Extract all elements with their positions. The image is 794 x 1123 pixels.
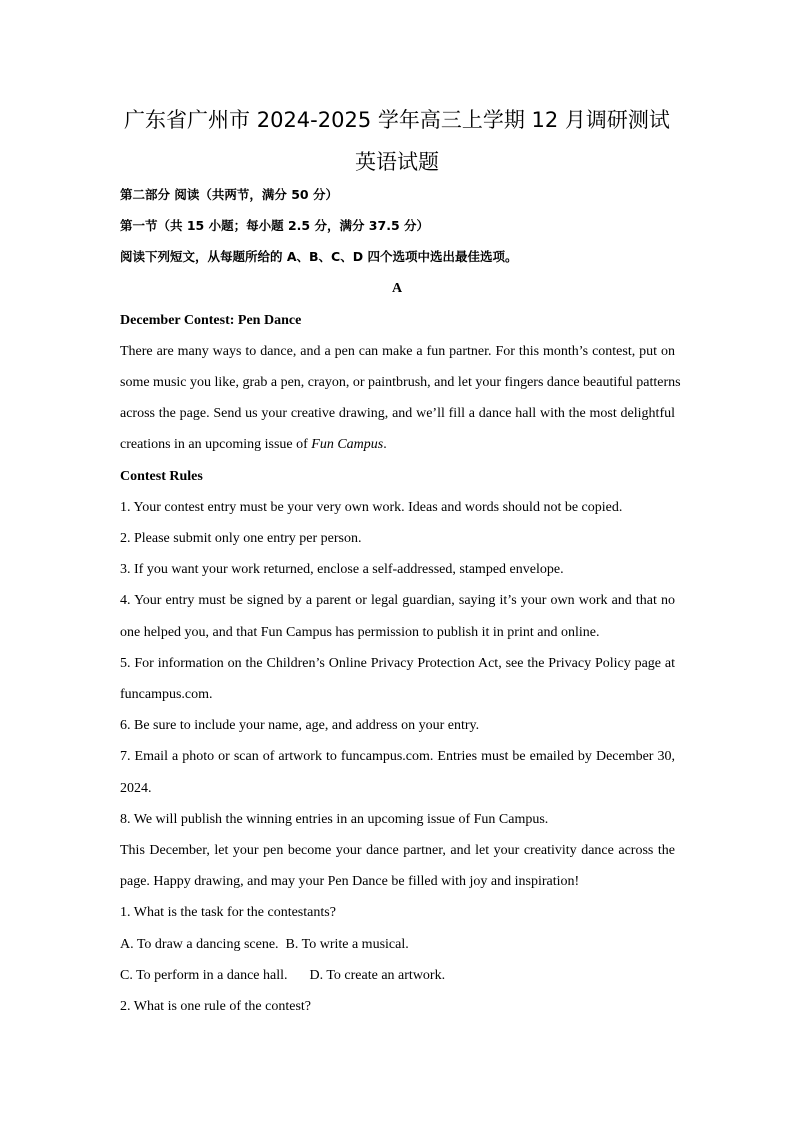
rules-heading: Contest Rules bbox=[120, 469, 203, 484]
intro-line: some music you like, grab a pen, crayon, or paintbrush, and let your fingers dance beautiful patterns bbox=[120, 375, 681, 390]
rule-item: 3. If you want your work returned, enclose a self-addressed, stamped envelope. bbox=[120, 562, 564, 577]
intro-text: creations in an upcoming issue of bbox=[120, 437, 312, 452]
question-2-stem: 2. What is one rule of the contest? bbox=[120, 999, 312, 1014]
intro-end: . bbox=[383, 437, 387, 452]
rule-item: 2. Please submit only one entry per person. bbox=[120, 531, 362, 546]
passage-heading: December Contest: Pen Dance bbox=[120, 313, 302, 328]
closing-line: page. Happy drawing, and may your Pen Dance be filled with joy and inspiration! bbox=[120, 874, 580, 889]
intro-line-last bbox=[120, 435, 675, 455]
subsection-heading: 第一节（共 15 小题；每小题 2.5 分，满分 37.5 分） bbox=[120, 218, 429, 233]
rule-item: 8. We will publish the winning entries in an upcoming issue of Fun Campus. bbox=[120, 812, 549, 827]
intro-line: across the page. Send us your creative drawing, and we’ll fill a dance hall with the most delightful bbox=[120, 406, 675, 421]
option-a[interactable]: A. To draw a dancing scene. bbox=[120, 937, 279, 952]
rule-item: 5. For information on the Children’s Online Privacy Protection Act, see the Privacy Policy page at bbox=[120, 656, 675, 671]
rule-item: 7. Email a photo or scan of artwork to funcampus.com. Entries must be emailed by December 30, bbox=[120, 749, 675, 764]
part-heading: 第二部分 阅读（共两节，满分 50 分） bbox=[120, 187, 338, 202]
rule-item-cont: funcampus.com. bbox=[120, 687, 213, 702]
rule-item-cont: 2024. bbox=[120, 781, 152, 796]
instruction: 阅读下列短文，从每题所给的 A、B、C、D 四个选项中选出最佳选项。 bbox=[120, 249, 518, 264]
intro-line: There are many ways to dance, and a pen can make a fun partner. For this month’s contest, put on bbox=[120, 344, 675, 359]
exam-subject: 英语试题 bbox=[355, 150, 439, 174]
closing-line: This December, let your pen become your dance partner, and let your creativity dance across the bbox=[120, 843, 675, 858]
question-1-options-row2 bbox=[120, 966, 675, 986]
exam-title: 广东省广州市 2024-2025 学年高三上学期 12 月调研测试 bbox=[124, 108, 670, 132]
option-d[interactable]: D. To create an artwork. bbox=[309, 968, 446, 983]
magazine-name: Fun Campus bbox=[311, 437, 384, 452]
passage-label: A bbox=[391, 281, 403, 296]
option-c[interactable]: C. To perform in a dance hall. bbox=[120, 968, 288, 983]
question-1-options-row1 bbox=[120, 935, 675, 955]
rule-item-cont: one helped you, and that Fun Campus has permission to publish it in print and online. bbox=[120, 625, 600, 640]
rule-item: 1. Your contest entry must be your very own work. Ideas and words should not be copied. bbox=[120, 500, 623, 515]
rule-item: 4. Your entry must be signed by a parent or legal guardian, saying it’s your own work and that no bbox=[120, 593, 675, 608]
rule-item: 6. Be sure to include your name, age, and address on your entry. bbox=[120, 718, 480, 733]
question-1-stem: 1. What is the task for the contestants? bbox=[120, 905, 336, 920]
option-b[interactable]: B. To write a musical. bbox=[285, 937, 409, 952]
